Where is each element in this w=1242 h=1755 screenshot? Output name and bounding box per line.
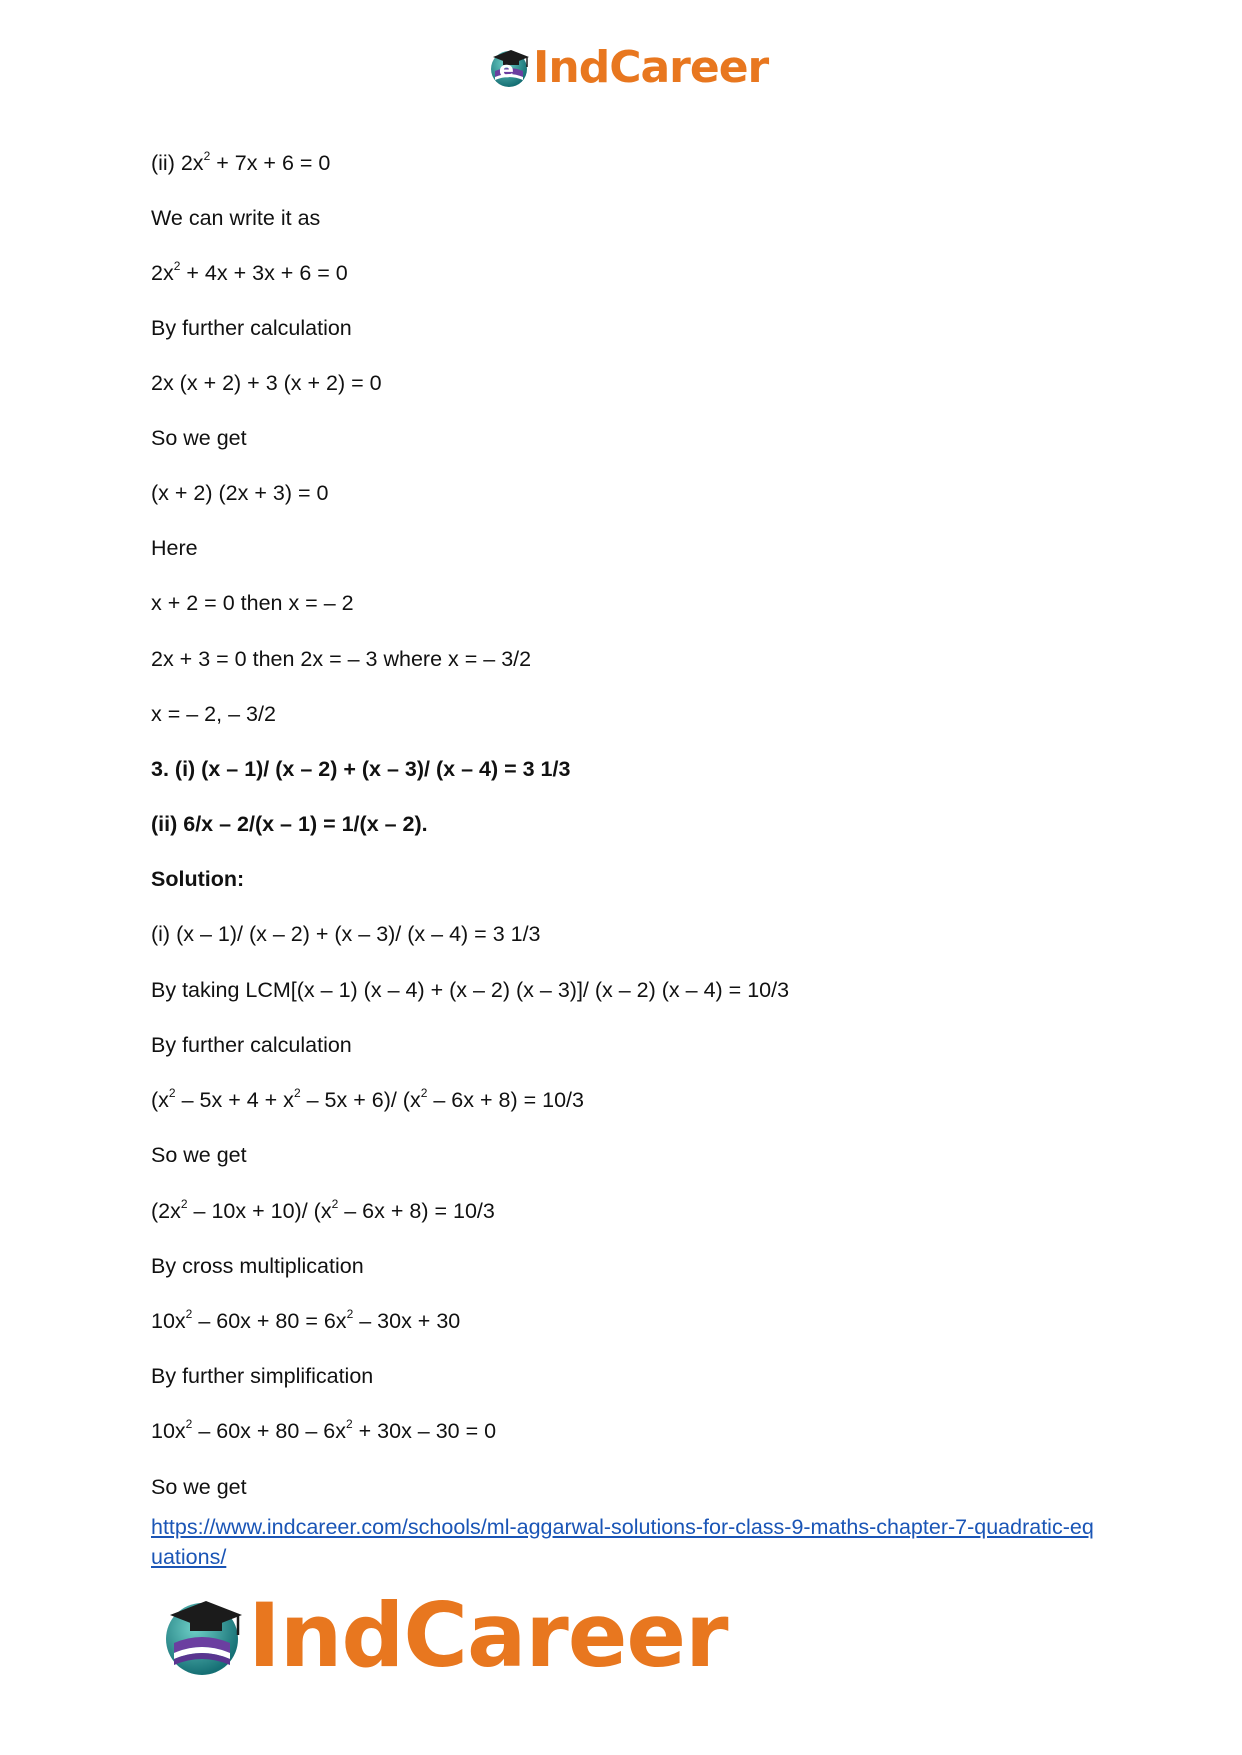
equation-line: $(2x^2 - 10x + 10)/$ $(x^2 - 6x + 8) = 10/3$ bbox=[151, 1196, 495, 1223]
text-line: By further simplification bbox=[151, 1364, 374, 1388]
equation-line: (x + 2) (2x + 3) = 0 bbox=[151, 481, 329, 505]
equation-line: By taking LCM[(x – 1) (x – 4) + (x – 2) (x – 3)]/ (x – 2) (x – 4) = 10/3 bbox=[151, 978, 790, 1002]
text-line: By cross multiplication bbox=[151, 1254, 364, 1278]
header-logo-text: IndCareer bbox=[533, 41, 769, 93]
text-line: Here bbox=[151, 536, 198, 560]
footer-logo-text: IndCareer bbox=[248, 1583, 728, 1687]
source-url-link[interactable]: https://www.indcareer.com/schools/ml-aggarwal-solutions-for-class-9-maths-chapter-7-quadratic-equations/ bbox=[151, 1515, 1094, 1569]
equation-line: 2x + 3 = 0 then 2x = – 3 where x = – 3/2 bbox=[151, 647, 532, 671]
globe-graduation-cap-icon bbox=[487, 45, 531, 89]
text-line: We can write it as bbox=[151, 206, 321, 230]
solution-heading: Solution: bbox=[151, 867, 245, 891]
equation-line: 2x (x + 2) + 3 (x + 2) = 0 bbox=[151, 371, 382, 395]
text-line: So we get bbox=[151, 1143, 247, 1167]
question-heading: (ii) 6/x – 2/(x – 1) = 1/(x – 2). bbox=[151, 812, 428, 836]
equation-line: x = – 2, – 3/2 bbox=[151, 702, 276, 726]
text-line: By further calculation bbox=[151, 316, 352, 340]
footer-logo[interactable] bbox=[160, 1585, 728, 1685]
equation-line: $(x^2 - 5x + 4 + x^2 - 5x + 6)/$ $(x^2 - 6x + 8) = 10/3$ bbox=[151, 1085, 584, 1112]
equation-line: (ii) $2x^2 + 7x + 6 = 0$ bbox=[151, 148, 331, 175]
text-line: So we get bbox=[151, 426, 247, 450]
svg-text:e: e bbox=[499, 58, 514, 83]
header-logo[interactable] bbox=[487, 42, 768, 92]
text-line: By further calculation bbox=[151, 1033, 352, 1057]
globe-books-graduation-cap-icon bbox=[160, 1593, 244, 1677]
equation-line: $10x^2 - 60x + 80 - 6x^2 + 30x - 30 = 0$ bbox=[151, 1416, 497, 1443]
equation-line: (i) (x – 1)/ (x – 2) + (x – 3)/ (x – 4) = 3 1/3 bbox=[151, 922, 541, 946]
text-line: So we get bbox=[151, 1475, 247, 1499]
equation-line: $10x^2 - 60x + 80 = 6x^2 - 30x + 30$ bbox=[151, 1306, 461, 1333]
equation-line: $2x^2 + 4x + 3x + 6 = 0$ bbox=[151, 258, 348, 285]
equation-line: x + 2 = 0 then x = – 2 bbox=[151, 591, 354, 615]
question-heading: 3. (i) (x – 1)/ (x – 2) + (x – 3)/ (x – 4) = 3 1/3 bbox=[151, 757, 571, 781]
